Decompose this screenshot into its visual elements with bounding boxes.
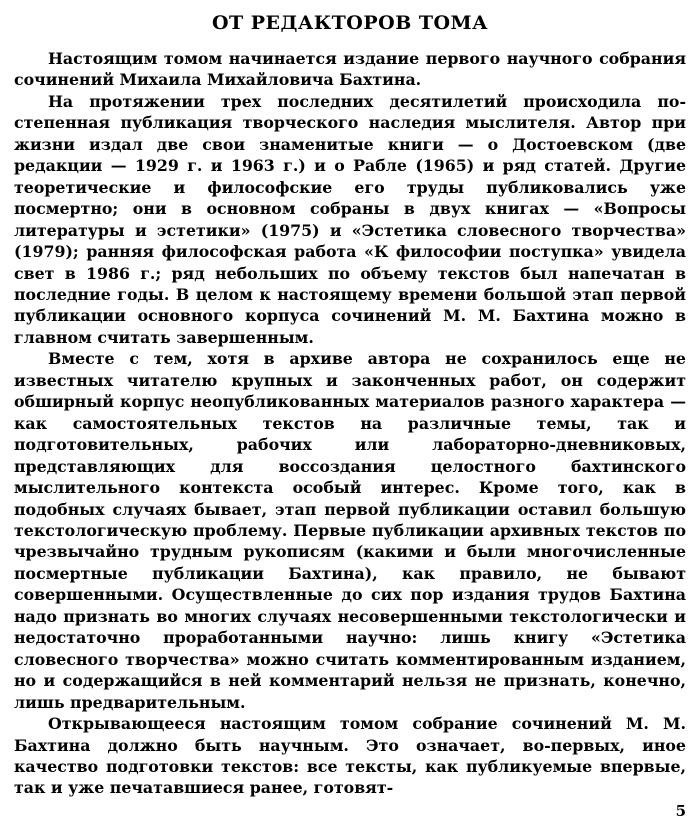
page-title: ОТ РЕДАКТОРОВ ТОМА bbox=[211, 12, 489, 34]
page-number: 5 bbox=[675, 802, 686, 820]
paragraph-1: Настоящим томом начинается издание первого научного собрания сочинений Михаила Михайловича Бахтина. bbox=[14, 49, 686, 90]
paragraph-3: Вместе с тем, хотя в архиве автора не сохранилось еще не известных читателю крупных и законченных работ, он содержит обширный корпус неопубликованных материалов разного характера — как самостоятельных текстов на различные темы, так и подготовительных, рабочих или лабораторно-дневниковых, представляющих для воссоздания целостного бахтинского мыслительного контекста особый интерес. Кроме того, как в подобных случаях бывает, этап первой публикации оставил большую текстологическую проблему. Первые публикации архивных текстов по чрезвычайно трудным рукописям (какими и были многочисленные посмертные публикации Бахтина), как правило, не бывают совершенными. Осуществленные до сих пор издания трудов Бахтина надо признать во многих случаях несовершенными текстологически и недостаточно проработанными научно: лишь книгу «Эстетика словесного творчества» можно считать комментированным изданием, но и содержащийся в ней комментарий нельзя не признать, конечно, лишь предварительным. bbox=[14, 349, 686, 712]
paragraph-4: Открывающееся настоящим томом собрание сочинений М. М. Бахтина должно быть научным. Это означает, во-первых, иное качество подготовки текстов: все тексты, как публикуемые впервые, так и уже печатавшиеся ранее, готовят- bbox=[14, 714, 686, 798]
page-body bbox=[14, 48, 686, 799]
paragraph-2: На протяжении трех последних десятилетий происходила постепенная публикация творческого наследия мыслителя. Автор при жизни издал две свои знаменитые книги — о Достоевском (две редакции — 1929 г. и 1963 г.) и о Рабле (1965) и ряд статей. Другие теоретические и философские его труды публиковались уже посмертно; они в основном собраны в двух книгах — «Вопросы литературы и эстетики» (1975) и «Эстетика словесного творчества» (1979); ранняя философская работа «К философии поступка» увидела свет в 1986 г.; ряд небольших по объему текстов был напечатан в последние годы. В целом к настоящему времени большой этап первой публикации основного корпуса сочинений М. М. Бахтина можно в главном считать завершенным. bbox=[14, 91, 686, 347]
